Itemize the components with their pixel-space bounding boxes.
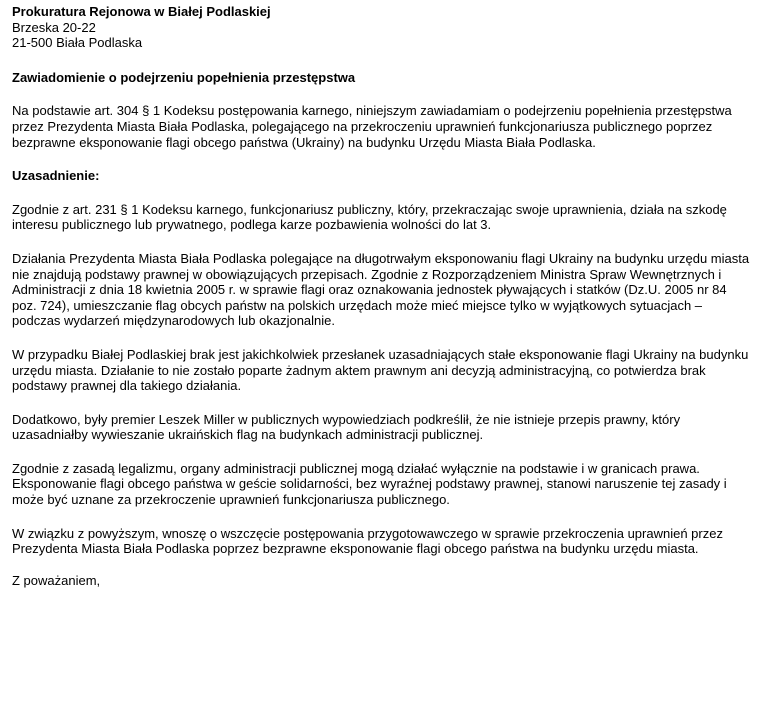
body-paragraph: Dodatkowo, były premier Leszek Miller w publicznych wypowiedziach podkreślił, że nie istnieje przepis prawny, który uzasadniałby wywieszanie ukraińskich flag na budynkach administracji publicznej.	[12, 411, 681, 443]
body-paragraph: Zgodnie z zasadą legalizmu, organy administracji publicznej mogą działać wyłącznie na podstawie i w granicach prawa. Eksponowanie flagi obcego państwa w geście solidarności, bez wyraźnej podstawy prawnej, stanowi naruszenie tej zasady i może być uznane za przekroczenie uprawnień funkcjonariusza publicznego.	[12, 460, 727, 508]
body-paragraph: W przypadku Białej Podlaskiej brak jest jakichkolwiek przesłanek uzasadniających stałe eksponowanie flagi Ukrainy na budynku urzędu miasta. Działanie to nie zostało poparte żadnym aktem prawnym ani decyzją administracyjną, co potwierdza brak podstawy prawnej dla takiego działania.	[12, 346, 749, 394]
justification-heading: Uzasadnienie:	[12, 168, 100, 184]
recipient-address	[12, 4, 752, 51]
recipient-city: 21-500 Biała Podlaska	[12, 35, 143, 51]
body-paragraph: W związku z powyższym, wnoszę o wszczęcie postępowania przygotowawczego w sprawie przekroczenia uprawnień przez Prezydenta Miasta Biała Podlaska poprzez bezprawne eksponowanie flagi obcego państwa na budynku urzędu miasta.	[12, 525, 723, 557]
recipient-name: Prokuratura Rejonowa w Białej Podlaskiej	[12, 4, 271, 19]
intro-paragraph: Na podstawie art. 304 § 1 Kodeksu postępowania karnego, niniejszym zawiadamiam o podejrzeniu popełnienia przestępstwa przez Prezydenta Miasta Biała Podlaska, polegającego na przekroczeniu uprawnień funkcjonariusza publicznego poprzez bezprawne eksponowanie flagi obcego państwa (Ukrainy) na budynku Urzędu Miasta Biała Podlaska.	[12, 103, 732, 150]
body-paragraph: Zgodnie z art. 231 § 1 Kodeksu karnego, funkcjonariusz publiczny, który, przekraczając swoje uprawnienia, działa na szkodę interesu publicznego lub prywatnego, podlega karze pozbawienia wolności do lat 3.	[12, 201, 727, 233]
letter-document	[12, 4, 752, 588]
body-paragraph: Działania Prezydenta Miasta Biała Podlaska polegające na długotrwałym eksponowaniu flagi Ukrainy na budynku urzędu miasta nie znajdują podstawy prawnej w obowiązujących przepisach. Zgodnie z Rozporządzeniem Ministra Spraw Wewnętrznych i Administracji z dnia 18 kwietnia 2005 r. w sprawie flagi oraz oznakowania jednostek pływających i statków (Dz.U. 2005 nr 84 poz. 724), umieszczanie flag obcych państw na polskich urzędach może mieć miejsce tylko w wyjątkowych sytuacjach – podczas wydarzeń międzynarodowych lub okazjonalnie.	[12, 250, 750, 329]
closing-salutation: Z poważaniem,	[12, 572, 101, 588]
letter-subject: Zawiadomienie o podejrzeniu popełnienia przestępstwa	[12, 69, 356, 85]
recipient-street: Brzeska 20-22	[12, 19, 96, 35]
